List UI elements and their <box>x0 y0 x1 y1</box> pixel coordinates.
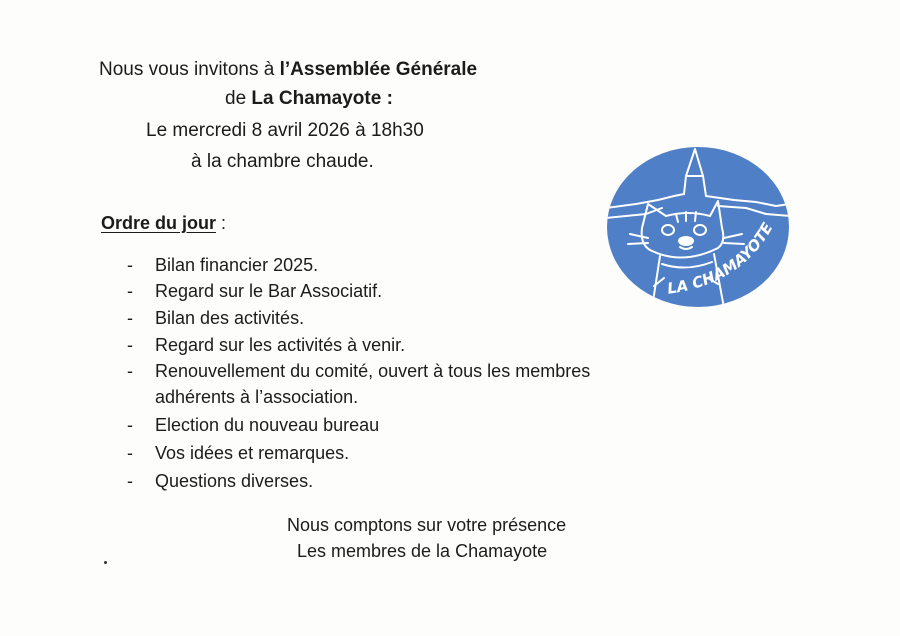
bullet-dash: - <box>127 415 133 435</box>
agenda-item <box>127 333 405 357</box>
agenda-item <box>127 441 349 465</box>
bullet-dash: - <box>127 443 133 463</box>
bullet-dash: - <box>127 361 133 381</box>
bullet-dash: - <box>127 308 133 328</box>
agenda-item-label: Vos idées et remarques. <box>155 443 350 463</box>
agenda-item-label: Regard sur le Bar Associatif. <box>155 281 383 301</box>
agenda-item-label: Regard sur les activités à venir. <box>155 335 406 355</box>
invitation-line-2 <box>225 87 393 111</box>
scan-speck <box>104 561 107 564</box>
assembly-title: l’Assemblée Générale <box>279 59 478 80</box>
agenda-heading-label: Ordre du jour <box>101 213 217 233</box>
agenda-heading <box>101 211 226 235</box>
agenda-item-label: Questions diverses. <box>155 471 314 491</box>
invitation-line-1 <box>99 58 477 82</box>
meeting-place: à la chambre chaude. <box>191 151 374 172</box>
agenda-item <box>127 253 318 277</box>
agenda-item-label: Election du nouveau bureau <box>155 415 380 435</box>
bullet-dash: - <box>127 281 133 301</box>
agenda-heading-suffix: : <box>216 213 227 233</box>
closing-line: Nous comptons sur votre présence <box>287 515 567 535</box>
agenda-item-label: Renouvellement du comité, ouvert à tous les membres <box>155 361 591 381</box>
la-chamayote-logo <box>606 146 790 308</box>
bullet-dash: - <box>127 335 133 355</box>
agenda-item-label: Bilan des activités. <box>155 308 305 328</box>
association-name: La Chamayote : <box>251 88 393 109</box>
agenda-item <box>127 306 304 330</box>
invitation-line-2-prefix: de <box>225 88 252 109</box>
agenda-item-label: Bilan financier 2025. <box>155 255 319 275</box>
meeting-date: Le mercredi 8 avril 2026 à 18h30 <box>146 120 424 141</box>
bullet-dash: - <box>127 471 133 491</box>
signature-line: Les membres de la Chamayote <box>297 541 548 561</box>
invitation-line-1-prefix: Nous vous invitons à <box>99 59 280 80</box>
agenda-item <box>127 413 379 437</box>
logo-text: LA CHAMAYOTE <box>666 219 777 298</box>
agenda-item-continuation: adhérents à l’association. <box>155 387 359 407</box>
agenda-item <box>127 359 590 383</box>
bullet-dash: - <box>127 255 133 275</box>
agenda-item <box>127 279 382 303</box>
agenda-item <box>127 469 313 493</box>
